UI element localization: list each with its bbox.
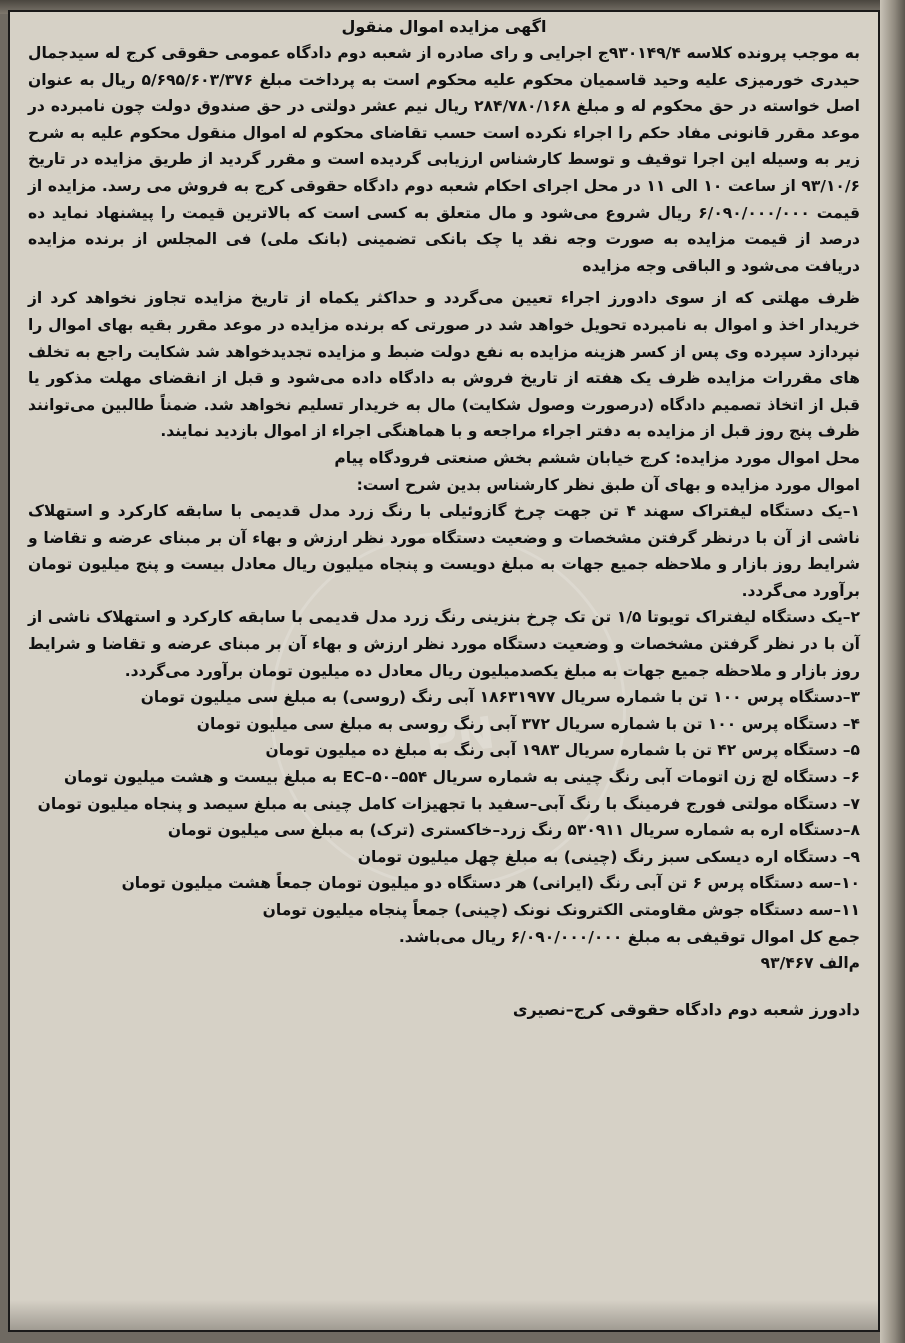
items-heading: اموال مورد مزایده و بهای آن طبق نظر کارشناس بدین شرح است: xyxy=(356,475,860,494)
notice-paragraph-1: به موجب پرونده کلاسه ۹۳۰۱۴۹/۴ج اجرایی و رای صادره از شعبه دوم دادگاه عمومی حقوقی کرج له سیدجمال حیدری خورمیزی علیه وحید قاسمیان محکوم علیه محکوم است به پرداخت مبلغ ۵/۶۹۵/۶۰۳/۳۷۶ ریال به عنوان اصل خواسته در حق محکوم له و مبلغ ۲۸۴/۷۸۰/۱۶۸ ریال نیم عشر دولتی در حق صندوق دولت چون نامبرده در موعد مقرر قانونی مفاد حکم را اجراء نکرده است حسب تقاضای محکوم له اموال منقول محکوم علیه به شرح زیر به وسیله این اجرا توقیف و توسط کارشناس ارزیابی گردیده است و مقرر گردید از طریق مزایده در تاریخ ۹۳/۱۰/۶ از ساعت ۱۰ الی ۱۱ در محل اجرای احکام شعبه دوم دادگاه حقوقی کرج به فروش می رسد. مزایده از قیمت ۶/۰۹۰/۰۰۰/۰۰۰ ریال شروع می‌شود و مال متعلق به کسی است که بالاترین قیمت را پیشنهاد نماید ده درصد از قیمت مزایده به صورت وجه نقد یا چک بانکی تضمینی (بانک ملی) فی المجلس از برنده مزایده دریافت می‌شود و الباقی وجه مزایده xyxy=(28,44,861,275)
list-item: ۸–دستگاه اره به شماره سریال ۵۳۰۹۱۱ رنگ زرد–خاکستری (ترک) به مبلغ سی میلیون تومان xyxy=(167,821,860,840)
list-item: ۳–دستگاه پرس ۱۰۰ تن با شماره سریال ۱۸۶۳۱۹۷۷ آبی رنگ (روسی) به مبلغ سی میلیون تومان xyxy=(140,688,860,707)
scan-right-edge xyxy=(880,0,905,1343)
signature-line: دادورز شعبه دوم دادگاه حقوقی کرج–نصیری xyxy=(512,999,860,1019)
total-amount: جمع کل اموال توقیفی به مبلغ ۶/۰۹۰/۰۰۰/۰۰۰ ریال می‌باشد. xyxy=(398,927,860,946)
property-location: محل اموال مورد مزایده: کرج خیابان ششم بخش صنعتی فرودگاه پیام xyxy=(334,448,860,467)
newspaper-clipping xyxy=(8,10,880,1332)
list-item: ۱–یک دستگاه لیفتراک سهند ۴ تن جهت چرخ گازوئیلی با رنگ زرد مدل قدیمی با سابقه کارکرد و استهلاک ناشی از آن با درنظر گرفتن مشخصات و وضعیت دستگاه مورد نظر ارزش و بهاء آن بر مبنای عرضه و تقاضا و شرایط روز بازار و ملاحظه جمیع جهات به مبلغ دویست و پنجاه میلیون ریال معادل بیست و پنج میلیون تومان برآورد می‌گردد. xyxy=(28,502,861,600)
list-item: ۹– دستگاه اره دیسکی سبز رنگ (چینی) به مبلغ چهل میلیون تومان xyxy=(357,847,860,866)
list-item: ۱۱–سه دستگاه جوش مقاومتی الکترونک نونک (چینی) جمعاً پنجاه میلیون تومان xyxy=(262,901,860,919)
list-item: ۱۰–سه دستگاه پرس ۶ تن آبی رنگ (ایرانی) هر دستگاه دو میلیون تومان جمعاً هشت میلیون تومان xyxy=(121,874,860,893)
notice-paragraph-2: ظرف مهلتی که از سوی دادورز اجراء تعیین می‌گردد و حداکثر یکماه از تاریخ مزایده تجاوز نخواهد کرد از خریدار اخذ و اموال به نامبرده تحویل خواهد شد در صورتی که برنده مزایده در موعد مقرر بقیه بهای اموال را نپردازد سپرده وی پس از کسر هزینه مزایده به نفع دولت ضبط و مزایده تجدیدخواهد شد شکایت راجع به تخلف های مقررات مزایده ظرف یک هفته از تاریخ فروش به دادگاه داده می‌شود و قبل از انقضای مهلت مذکور یا قبل از اتخاذ تصمیم دادگاه (درصورت وصول شکایت) مال به خریدار تسلیم نخواهد شد. ضمناً طالبین می‌توانند ظرف پنج روز قبل از مزایده به دفتر اجراء مراجعه و با هماهنگی اجراء از اموال بازدید نمایند. xyxy=(28,289,860,441)
list-item: ۲–یک دستگاه لیفتراک تویوتا ۱/۵ تن تک چرخ بنزینی رنگ زرد مدل قدیمی با سابقه کارکرد و استهلاک ناشی از آن با در نظر گرفتن مشخصات و وضعیت دستگاه مورد نظر ارزش و بهاء آن بر مبنای عرضه و تقاضا و شرایط روز بازار و ملاحظه جمیع جهات به مبلغ یکصدمیلیون ریال معادل ده میلیون تومان برآورد می‌گردد. xyxy=(28,608,860,680)
items-list xyxy=(28,498,860,924)
notice-title: اگهی مزایده اموال منقول xyxy=(341,17,547,36)
list-item: ۵– دستگاه پرس ۴۲ تن با شماره سریال ۱۹۸۳ آبی رنگ به مبلغ ده میلیون تومان xyxy=(265,741,860,760)
list-item: ۶– دستگاه لچ زن اتومات آبی رنگ چینی به شماره سریال ۵۵۴–۵۰–EC به مبلغ بیست و هشت میلیون تومان xyxy=(64,768,860,787)
reference-number: م‌الف ۹۳/۴۶۷ xyxy=(760,954,860,973)
watermark-logo: PN xyxy=(422,707,498,768)
list-item: ۴– دستگاه پرس ۱۰۰ تن با شماره سریال ۳۷۲ آبی رنگ روسی به مبلغ سی میلیون تومان xyxy=(196,714,860,733)
notice-body xyxy=(28,16,860,1330)
list-item: ۷– دستگاه مولتی فورج فرمینگ با رنگ آبی–سفید با تجهیزات کامل چینی به مبلغ سیصد و پنجاه میلیون تومان xyxy=(37,794,860,813)
